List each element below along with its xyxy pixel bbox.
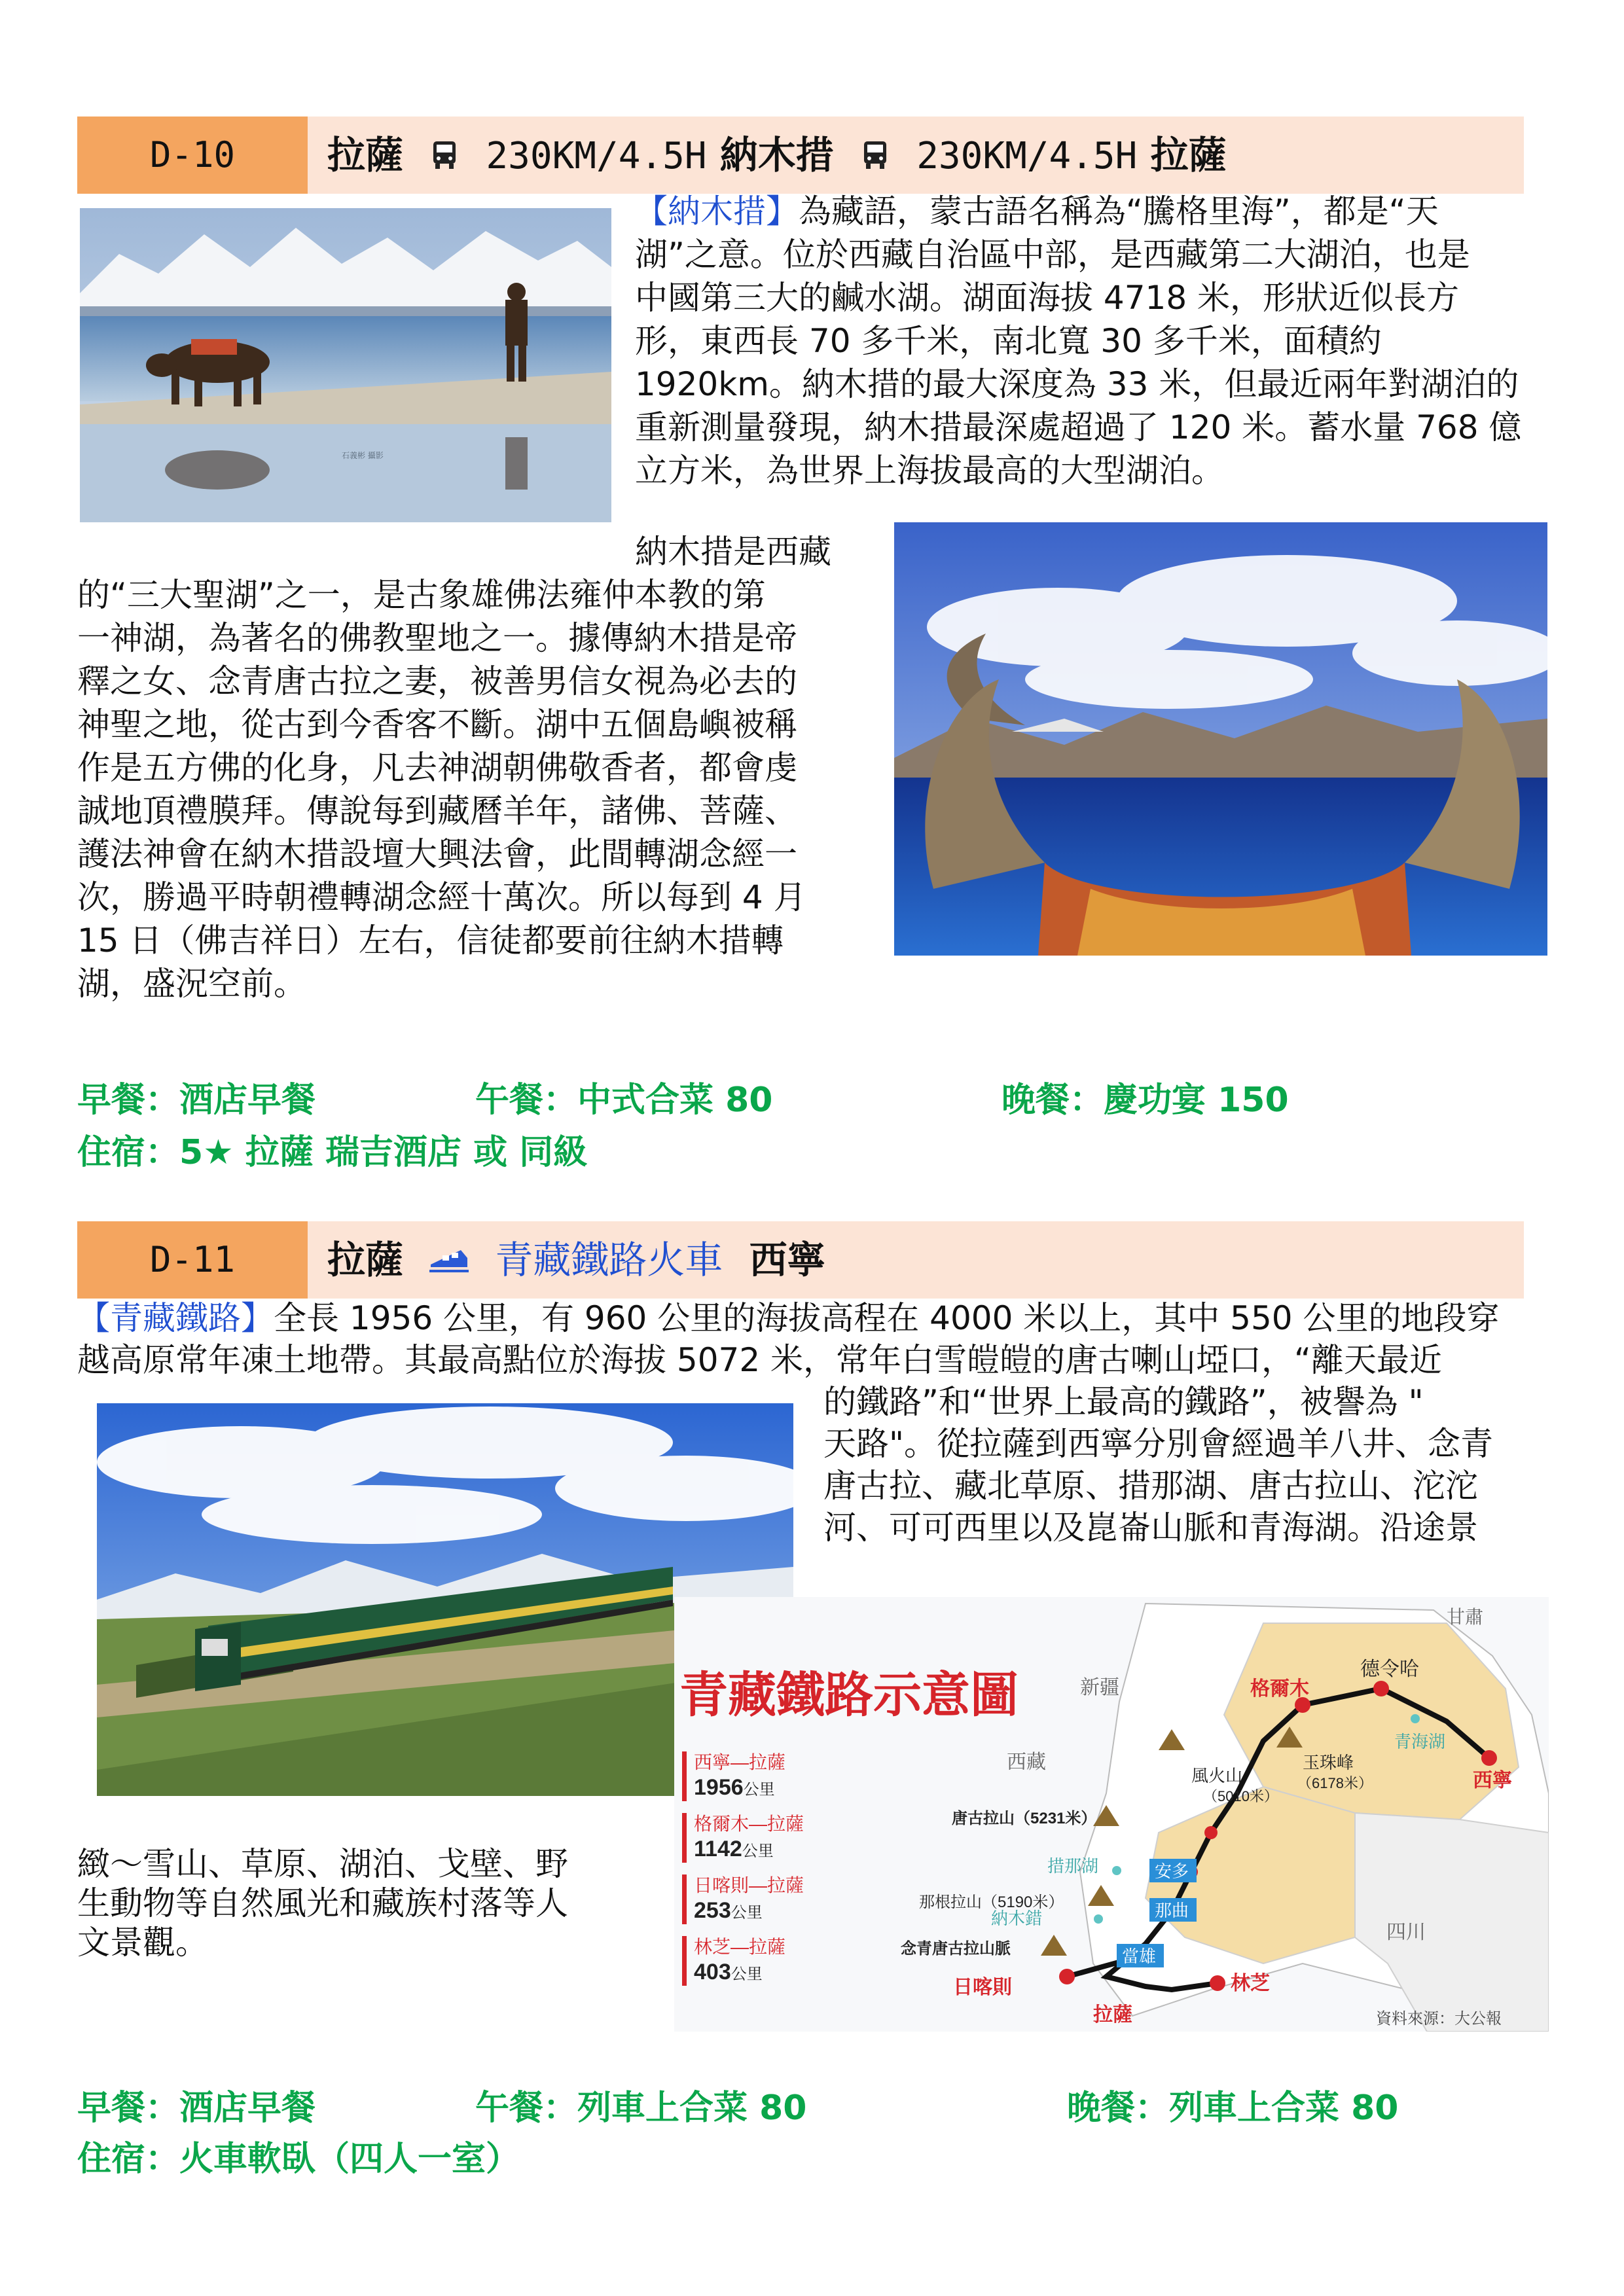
day10-route-from: 拉薩 xyxy=(327,133,404,177)
map-source: 資料來源：大公報 xyxy=(1376,2010,1502,2028)
day10-line: 湖”之意。位於西藏自治區中部，是西藏第二大湖泊，也是 xyxy=(635,236,1470,274)
day11-line: 的鐵路”和“世界上最高的鐵路”，被譽為 " xyxy=(823,1383,1424,1421)
city-shigatse: 日喀則 xyxy=(953,1977,1012,1998)
day10-legend-text xyxy=(77,530,869,1005)
day10-line: 1920km。納木措的最大深度為 33 米，但最近兩年對湖泊的 xyxy=(635,365,1519,403)
day11-dinner: 晚餐：列車上合菜 80 xyxy=(1067,2089,1399,2128)
train-icon xyxy=(428,1245,470,1275)
city-qinghaihu: 青海湖 xyxy=(1394,1732,1446,1751)
day10-route-to: 拉薩 xyxy=(1150,133,1227,177)
day10-line: 重新測量發現，納木措最深處超過了 120 米。蓄水量 768 億 xyxy=(635,408,1522,446)
day10-lunch: 午餐：中式合菜 80 xyxy=(475,1081,773,1120)
mtn-nagen: 那根拉山（5190米） xyxy=(919,1893,1064,1911)
city-amdo: 安多 xyxy=(1155,1861,1189,1881)
city-namtso: 納木錯 xyxy=(991,1909,1043,1928)
day11-breakfast: 早餐：酒店早餐 xyxy=(77,2089,316,2128)
day10-line: 次，勝過平時朝禮轉湖念經十萬次。所以每到 4 月 xyxy=(77,878,806,916)
day11-line: 緻～雪山、草原、湖泊、戈壁、野 xyxy=(77,1845,568,1883)
region-sichuan: 四川 xyxy=(1386,1922,1426,1943)
day10-line: 納木措是西藏 xyxy=(635,533,831,571)
day11-header xyxy=(77,1221,1524,1299)
day10-header xyxy=(77,117,1524,194)
legend-km: 403 xyxy=(694,1960,731,1984)
day11-hotel: 住宿：火車軟臥（四人一室） xyxy=(77,2140,520,2179)
day11-line: 越高原常年凍土地帶。其最高點位於海拔 5072 米，常年白雪皚皚的唐古喇山埡口，“離天最近 xyxy=(77,1341,1442,1379)
map-title: 青藏鐵路示意圖 xyxy=(679,1668,1019,1722)
day10-line: 作是五方佛的化身，凡去神湖朝佛敬香者，都會虔 xyxy=(77,749,797,787)
day11-line: 生動物等自然風光和藏族村落等人 xyxy=(77,1884,568,1922)
day11-line: 文景觀。 xyxy=(77,1924,208,1962)
day10-line: 15 日（佛吉祥日）左右，信徒都要前往納木措轉 xyxy=(77,922,784,960)
city-damxung: 當雄 xyxy=(1122,1946,1157,1966)
legend-unit: 公里 xyxy=(731,1904,763,1922)
city-nyingchi: 林芝 xyxy=(1231,1973,1270,1994)
bus-icon xyxy=(861,140,889,170)
day10-breakfast: 早餐：酒店早餐 xyxy=(77,1081,316,1120)
map-legend xyxy=(682,1751,804,1986)
day10-line: 的“三大聖湖”之一，是古象雄佛法雍仲本教的第 xyxy=(77,576,766,614)
legend-km: 1142 xyxy=(694,1837,742,1861)
day10-line: 形，東西長 70 多千米，南北寬 30 多千米，面積約 xyxy=(635,322,1382,360)
day11-badge: D-11 xyxy=(77,1221,308,1299)
day10-badge: D-10 xyxy=(77,117,308,194)
svg-text:1142公里 xyxy=(694,1837,774,1861)
city-cuona: 措那湖 xyxy=(1047,1856,1099,1876)
day10-route-dist1: 230KM/4.5H xyxy=(486,135,707,177)
day10-line: 湖，盛況空前。 xyxy=(77,965,306,1003)
mtn-yuzhu-h: （6178米） xyxy=(1297,1775,1373,1791)
day10-hotel: 住宿：5★ 拉薩 瑞吉酒店 或 同級 xyxy=(77,1133,588,1172)
city-delingha: 德令哈 xyxy=(1360,1659,1419,1680)
svg-text:253公里 xyxy=(694,1898,763,1923)
mtn-yuzhu: 玉珠峰 xyxy=(1303,1753,1354,1772)
legend-route: 格爾木—拉薩 xyxy=(694,1814,804,1834)
qingzang-name: 【青藏鐵路】 xyxy=(77,1299,274,1337)
day10-dinner: 晚餐：慶功宴 150 xyxy=(1001,1081,1289,1120)
legend-route: 西寧—拉薩 xyxy=(694,1752,786,1772)
mtn-fenghuo-h: （5010米） xyxy=(1203,1788,1278,1804)
day11-route-to: 西寧 xyxy=(749,1238,825,1282)
legend-km: 1956 xyxy=(694,1775,744,1800)
namtso-yak-photo xyxy=(80,208,611,522)
bus-icon xyxy=(431,140,458,170)
day11-route xyxy=(327,1221,825,1299)
legend-unit: 公里 xyxy=(743,1781,775,1799)
region-xizang: 西藏 xyxy=(1007,1751,1046,1773)
day10-line: 護法神會在納木措設壇大興法會，此間轉湖念經一 xyxy=(77,835,797,873)
namtso-horns-photo xyxy=(894,522,1547,956)
day11-route-from: 拉薩 xyxy=(327,1238,404,1282)
day10-line: 中國第三大的鹹水湖。湖面海拔 4718 米，形狀近似長方 xyxy=(635,279,1460,317)
day10-intro-text xyxy=(635,190,1558,492)
mtn-tanggula: 唐古拉山（5231米） xyxy=(952,1810,1097,1827)
legend-route: 日喀則—拉薩 xyxy=(694,1875,804,1895)
day10-line: 一神湖，為著名的佛教聖地之一。據傳納木措是帝 xyxy=(77,619,797,657)
railway-map xyxy=(674,1597,1549,2032)
day10-route xyxy=(327,117,1227,194)
day10-line: 立方米，為世界上海拔最高的大型湖泊。 xyxy=(635,452,1224,490)
region-gansu: 甘肅 xyxy=(1447,1607,1484,1627)
legend-km: 253 xyxy=(694,1898,731,1923)
city-golmud: 格爾木 xyxy=(1250,1678,1309,1700)
city-lhasa: 拉薩 xyxy=(1093,2004,1132,2026)
day11-intro-text xyxy=(77,1297,1557,1381)
day11-line: 全長 1956 公里，有 960 公里的海拔高程在 4000 米以上，其中 550 公里的地段穿 xyxy=(274,1299,1500,1337)
day11-left-text xyxy=(77,1844,653,1962)
legend-unit: 公里 xyxy=(731,1965,763,1983)
photo-credit: 石義彬 攝影 xyxy=(342,451,384,460)
mtn-nyenchen: 念青唐古拉山脈 xyxy=(901,1940,1011,1958)
day10-line: 釋之女、念青唐古拉之妻，被善男信女視為必去的 xyxy=(77,662,797,700)
svg-text:403公里 xyxy=(694,1960,763,1984)
legend-route: 林芝—拉薩 xyxy=(694,1937,786,1957)
day11-lunch: 午餐：列車上合菜 80 xyxy=(475,2089,807,2128)
day10-line: 為藏語，蒙古語名稱為“騰格里海”，都是“天 xyxy=(799,192,1439,230)
city-nagqu: 那曲 xyxy=(1155,1901,1189,1920)
legend-unit: 公里 xyxy=(742,1842,774,1860)
day11-line: 唐古拉、藏北草原、措那湖、唐古拉山、沱沱 xyxy=(823,1467,1478,1505)
day10-route-dist2: 230KM/4.5H xyxy=(916,135,1138,177)
namtso-name: 【納木措】 xyxy=(635,192,799,230)
region-xinjiang: 新疆 xyxy=(1080,1677,1119,1698)
day10-line: 神聖之地，從古到今香客不斷。湖中五個島嶼被稱 xyxy=(77,706,797,744)
svg-text:1956公里 xyxy=(694,1775,775,1800)
city-xining: 西寧 xyxy=(1473,1770,1512,1791)
day11-route-mid: 青藏鐵路火車 xyxy=(495,1238,723,1282)
day10-route-mid: 納木措 xyxy=(719,133,834,177)
day11-right-text xyxy=(823,1381,1557,1549)
day10-line: 誠地頂禮膜拜。傳說每到藏曆羊年，諸佛、菩薩、 xyxy=(77,792,797,830)
mtn-fenghuo: 風火山 xyxy=(1191,1766,1243,1785)
day11-line: 河、可可西里以及崑崙山脈和青海湖。沿途景 xyxy=(823,1509,1478,1547)
day11-line: 天路"。從拉薩到西寧分別會經過羊八井、念青 xyxy=(823,1425,1493,1463)
